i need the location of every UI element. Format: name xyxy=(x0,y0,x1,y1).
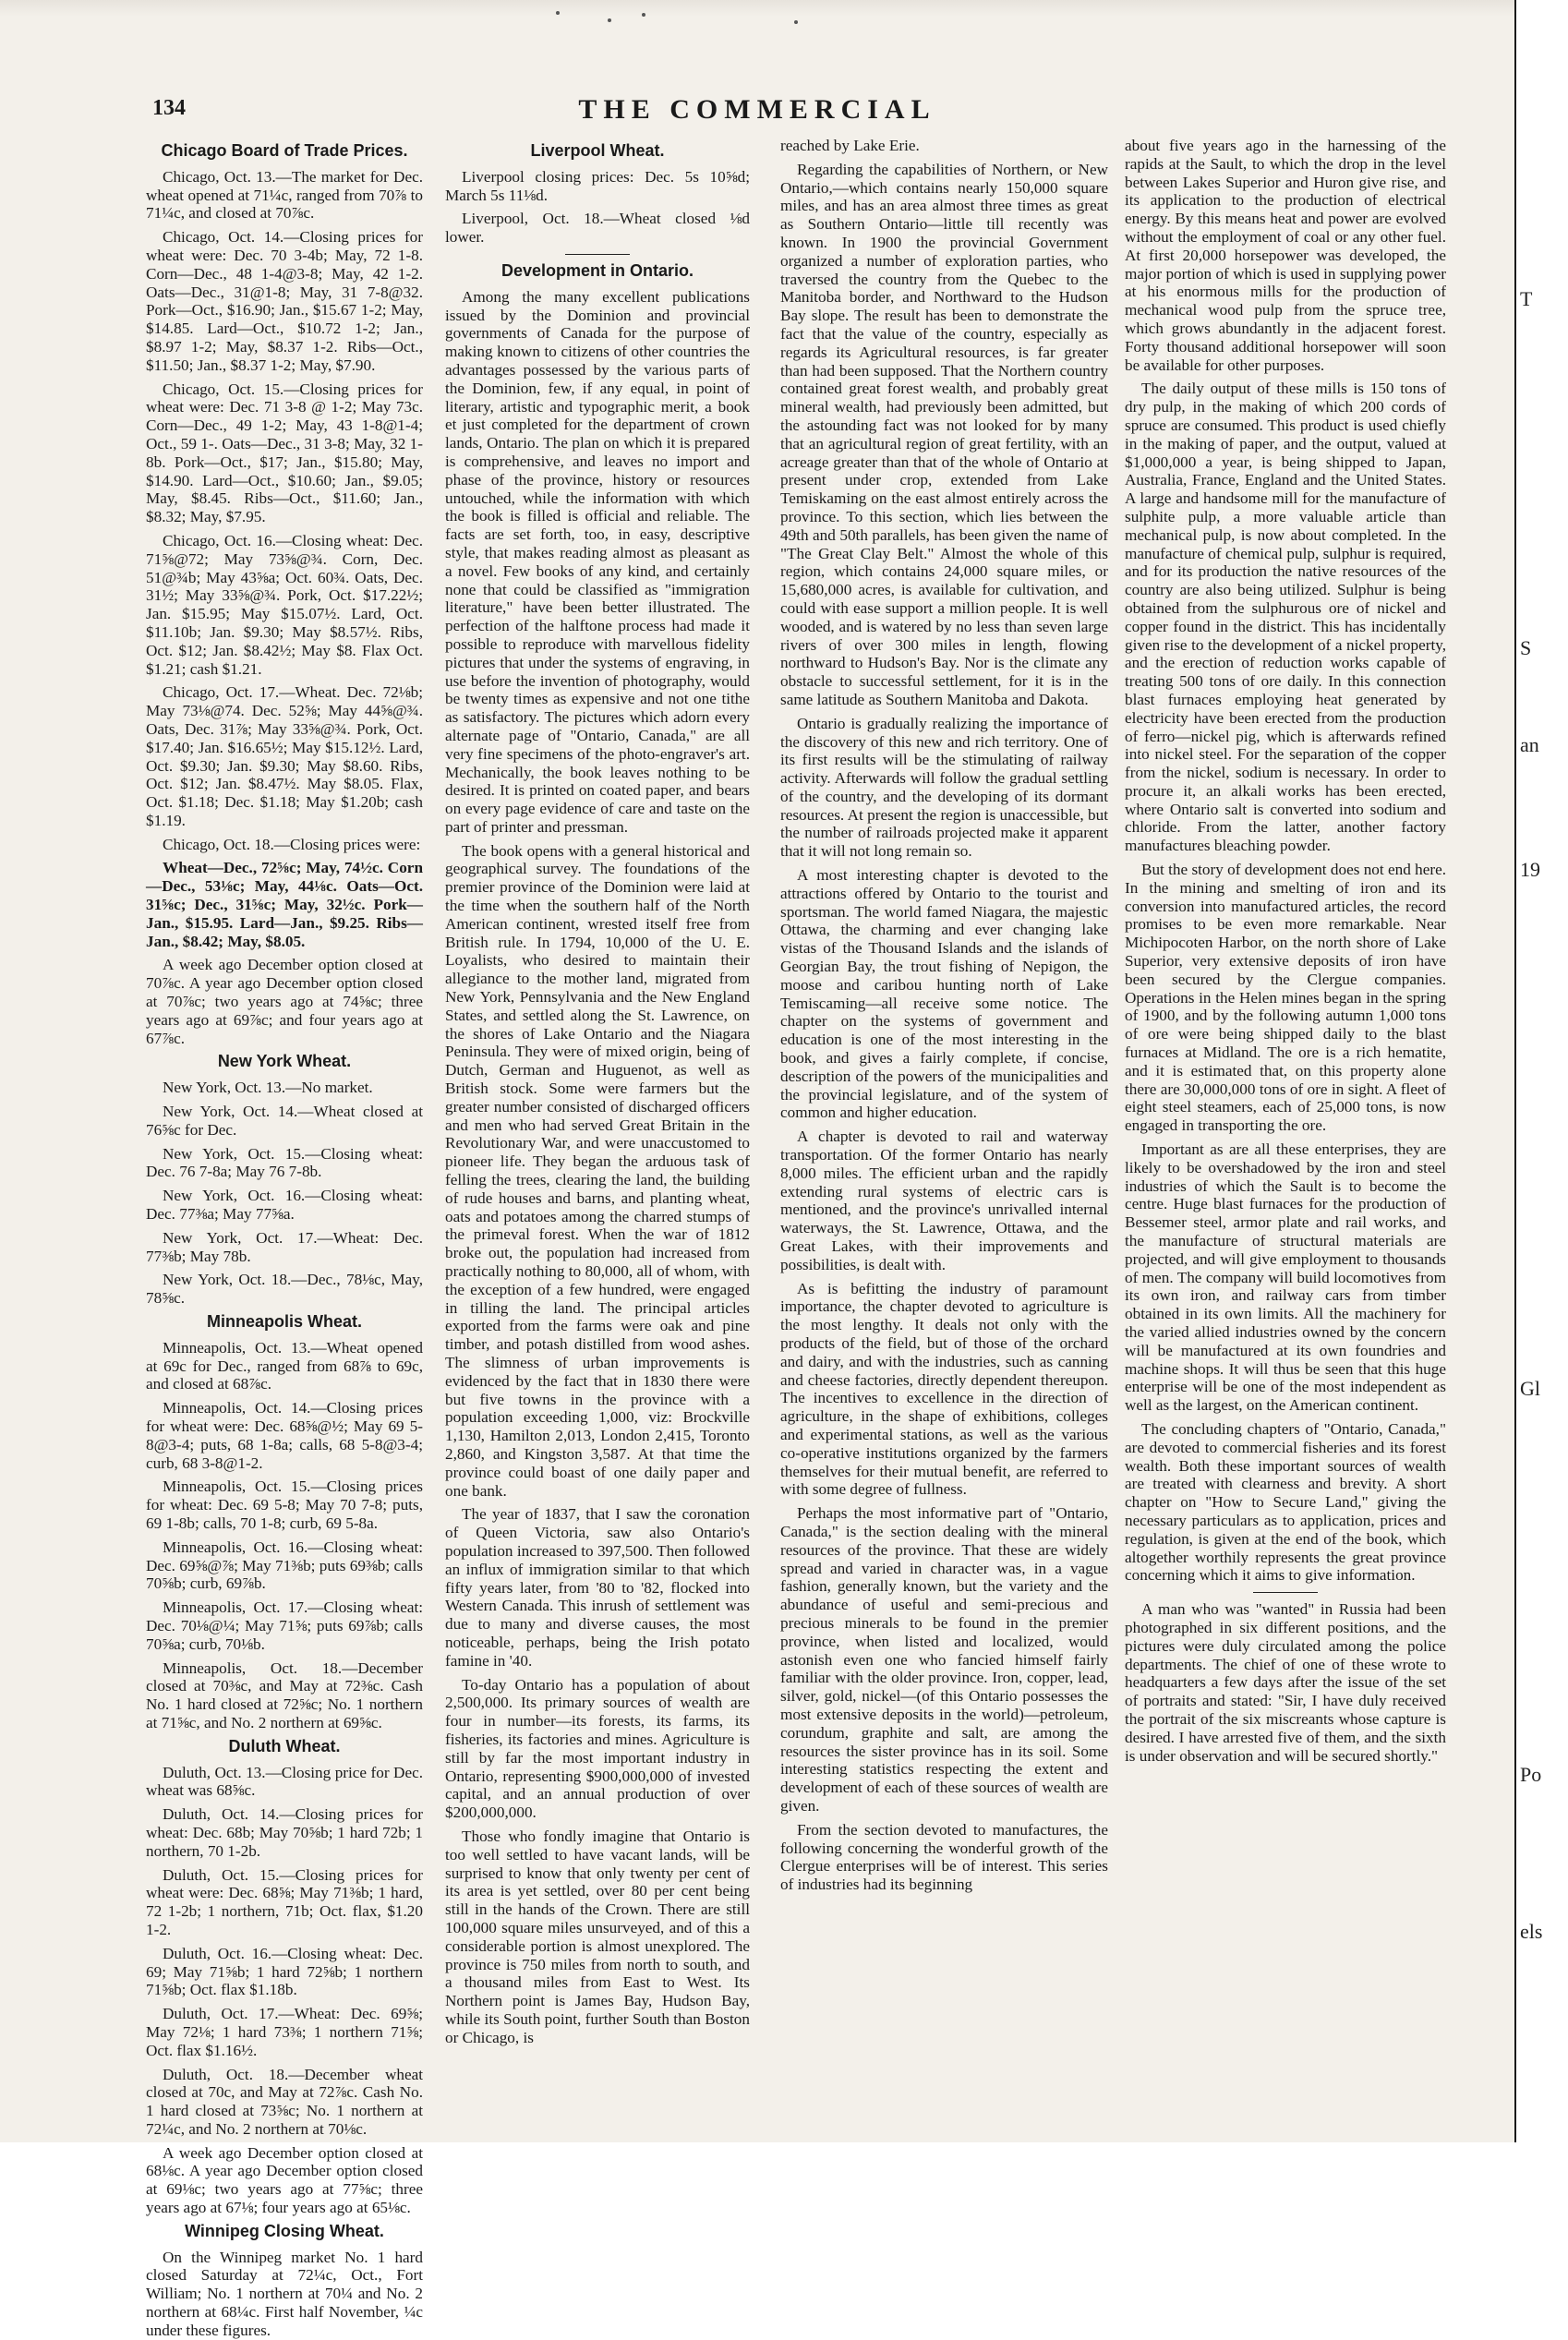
chicago-closing-list: Wheat—Dec., 72⅝c; May, 74½c. Corn—Dec., 53⅛c; May, 44⅛c. Oats—Oct. 31⅝c; Dec., 31⅝c; May, 32½c. Pork—Jan., $15.95. Lard—Jan., $9.25. Ribs—Jan., $8.42; May, $8.05. xyxy=(146,859,423,950)
duluth-oct13: Duluth, Oct. 13.—Closing price for Dec. wheat was 68⅝c. xyxy=(146,1763,423,1800)
column-1 xyxy=(146,137,423,2339)
print-speck xyxy=(556,11,560,15)
edge-fragment: els xyxy=(1520,1920,1543,1943)
chicago-oct16: Chicago, Oct. 16.—Closing wheat: Dec. 71⅝@72; May 73⅝@¾. Corn, Dec. 51@¾b; May 43⅝a; Oct. 60¾. Oats, Dec. 31½; May 33⅝@¾. Pork, Oct. $17.22½; Jan. $15.95; May $15.07½. Lard, Oct. $11.10b; Jan. $9.30; May $8.57½. Ribs, Oct. $12; Jan. $8.42½; May $8. Flax Oct. $1.21; cash $1.21. xyxy=(146,531,423,678)
chicago-heading: Chicago Board of Trade Prices. xyxy=(161,141,408,160)
winnipeg-heading: Winnipeg Closing Wheat. xyxy=(185,2221,384,2240)
newyork-heading: New York Wheat. xyxy=(217,1052,352,1071)
development-para-3: The year of 1837, that I saw the coronation of Queen Victoria, saw also Ontario's population increased to 397,500. Then followed an influx of immigration similar to that which fifty years later, from '80 to '82, flocked into Western Canada. This inrush of settlement was due to many and diverse causes, the most noticeable, perhaps, being the Irish potato famine in '40. xyxy=(445,1505,750,1670)
minneapolis-oct15: Minneapolis, Oct. 15.—Closing prices for wheat: Dec. 69 5-8; May 70 7-8; puts, 69 1-8b; calls, 70 1-8; curb, 69 5-8a. xyxy=(146,1478,423,1532)
edge-fragment: 19 xyxy=(1520,858,1540,881)
minneapolis-oct17: Minneapolis, Oct. 17.—Closing wheat: Dec. 70⅛@¼; May 71⅝; puts 69⅞b; calls 70⅝a; curb, 70⅛b. xyxy=(146,1598,423,1653)
chicago-oct15: Chicago, Oct. 15.—Closing prices for wheat were: Dec. 71 3-8 @ 1-2; May 73c. Corn—Dec., 49 1-2; May, 43 1-8@1-4; Oct., 59 1-. Oats—Dec., 31 3-8; May, 32 1-8b. Pork—Oct., $17; Jan., $15.80; May, $14.90. Lard—Oct., $10.60; Jan., $9.05; May, $8.45. Ribs—Oct., $11.60; Jan., $8.32; May, $7.95. xyxy=(146,380,423,526)
column-4 xyxy=(1125,137,1446,2085)
duluth-oct16: Duluth, Oct. 16.—Closing wheat: Dec. 69; May 71⅝b; 1 hard 72⅝b; 1 northern 71⅝b; Oct. flax $1.18b. xyxy=(146,1944,423,1999)
newyork-oct15: New York, Oct. 15.—Closing wheat: Dec. 76 7-8a; May 76 7-8b. xyxy=(146,1144,423,1181)
col3-para-5: A chapter is devoted to rail and waterway transportation. Of the former Ontario has nearly 8,000 miles. The efficient urban and the rapidly extending rural systems of electric cars is mentioned, and the province's unrivalled internal waterways, the St. Lawrence, Ottawa, and the Great Lakes, with their improvements and possibilities, is dealt with. xyxy=(780,1128,1108,1273)
masthead-title: THE COMMERCIAL xyxy=(578,94,936,125)
minneapolis-oct13: Minneapolis, Oct. 13.—Wheat opened at 69c for Dec., ranged from 68⅞ to 69c, and closed at 68⅞c. xyxy=(146,1338,423,1393)
col4-para-1: about five years ago in the harnessing of the rapids at the Sault, to which the drop in the level between Lakes Superior and Huron give rise, and its application to the production of electrical energy. By this means heat and power are evolved without the employment of coal or any other fuel. At first 20,000 horsepower was developed, the major portion of which is used in supplying power at his enormous mills for the production of mechanical wood pulp from the spruce tree, which grows abundantly in the adjacent forest. Forty thousand additional horsepower will soon be available for other purposes. xyxy=(1125,137,1446,374)
column-2 xyxy=(445,137,750,2085)
duluth-oct14: Duluth, Oct. 14.—Closing prices for wheat: Dec. 68b; May 70⅝b; 1 hard 72b; 1 northern, 70 1-2b. xyxy=(146,1805,423,1860)
col4-para-2: The daily output of these mills is 150 tons of dry pulp, in the making of which 200 cords of spruce are consumed. This product is used chiefly in the making of paper, and the output, valued at $1,000,000 a year, is being shipped to Japan, Australia, France, England and the United States. A large and handsome mill for the manufacture of sulphite pulp, a more valuable article than mechanical pulp, is now about completed. In the manufacture of chemical pulp, sulphur is required, and for its production the native resources of the country are also being utilized. Sulphur is being obtained from the sulphurous ore of nickel and copper found in the district. This has incidentally given rise to the development of a nickel property, and the erection of reduction works capable of treating 500 tons of ore daily. In this connection blast furnaces employing heat generated by electricity have been erected from the production of ferro—nickel pig, which is afterwards refined into nickel steel. For the separation of the copper from the nickel, sodium is necessary. In order to procure it, an alkali works has been erected, where Ontario salt is converted into sodium and chloride. From the latter, another factory manufactures bleaching powder. xyxy=(1125,380,1446,855)
col3-para-1: reached by Lake Erie. xyxy=(780,137,920,154)
page-number: 134 xyxy=(152,96,186,120)
col3-para-3: Ontario is gradually realizing the importance of the discovery of this new and rich territory. One of its first results will be the stimulating of railway activity. Afterwards will follow the gradual settling of the country, and the developing of its dormant resources. At present the region is unaccessible, but the number of railroads projected make it apparent that it will not long remain so. xyxy=(780,714,1108,861)
duluth-oct15: Duluth, Oct. 15.—Closing prices for wheat were: Dec. 68⅝; May 71⅜b; 1 hard, 72 1-2b; 1 northern, 71b; Oct. flax, $1.20 1-2. xyxy=(146,1865,423,1938)
edge-fragment: S xyxy=(1520,636,1532,659)
divider-rule xyxy=(1253,1592,1318,1593)
development-para-1: Among the many excellent publications issued by the Dominion and provincial governments of Canada for the purpose of making known to citizens of other countries the advantages possessed by the various parts of the Dominion, few, if any equal, in point of literary, artistic and typographic merit, a book et just completed for the department of crown lands, Ontario. The plan on which it is prepared is comprehensive, and leaves no import and phase of the province, history or resources untouched, while the information with which the book is filled is official and reliable. The facts are set forth, too, in easy, descriptive style, that makes reading almost as pleasant as a novel. Few books of any kind, and certainly none that could be classified as "immigration literature," have been better illustrated. The perfection of the halftone process had made it possible to reproduce with marvellous fidelity pictures that under the systems of engraving, in use before the invention of photography, would be twenty times as expensive and not one tithe as satisfactory. The pictures which adorn every alternate page of "Ontario, Canada," are all very fine specimens of the photo-engraver's art. Mechanically, the book leaves nothing to be desired. It is printed on coated paper, and bears on every page evidence of care and taste on the part of printer and pressman. xyxy=(445,287,750,836)
col4-para-6: A man who was "wanted" in Russia had been photographed in six different positions, and the pictures were duly circulated among the police departments. The chief of one of these wrote to headquarters a few days after the issue of the set of portraits and stated: "Sir, I have duly received the portrait of the six miscreants whose capture is desired. I have arrested five of them, and the sixth is under observation and will be secured shortly." xyxy=(1125,1600,1446,1765)
newyork-oct14: New York, Oct. 14.—Wheat closed at 76⅝c for Dec. xyxy=(146,1103,423,1139)
liverpool-prices: Liverpool closing prices: Dec. 5s 10⅝d; March 5s 11⅛d. xyxy=(445,167,750,204)
development-para-2: The book opens with a general historical and geographical survey. The foundations of the premier province of the Dominion were laid at the time when the southern half of the North American continent, wrested itself free from British rule. In 1794, 10,000 of the U. E. Loyalists, who desired to maintain their allegiance to the mother land, migrated from New York, Pennsylvania and the New England States, and settled along the St. Lawrence, on the shores of Lake Ontario and the Niagara Peninsula. They were of mixed origin, being of Dutch, German and Huguenot, as well as British stock. Some were farmers but the greater number consisted of discharged officers and men who had served Great Britain in the Revolutionary War, and were unaccustomed to pioneer life. They began the arduous task of felling the trees, clearing the land, the building of rude houses and barns, and planting wheat, oats and potatoes among the charred stumps of the primeval forest. When the war of 1812 broke out, the population had increased from practically nothing to 80,000, all of whom, with the exception of a few hundred, were engaged in tilling the land. The principal articles exported from the farms were oak and pine timber, and potash distilled from wood ashes. The slimness of urban improvements is evidenced by the fact that in 1830 there were but five towns in the province with a population exceeding 1,000, viz: Brockville 1,130, Hamilton 2,013, London 2,415, Toronto 2,860, and Kingston 3,587. At that time the province could boast of one daily paper and one bank. xyxy=(445,841,750,1500)
newyork-oct16: New York, Oct. 16.—Closing wheat: Dec. 77⅜a; May 77⅝a. xyxy=(146,1187,423,1224)
duluth-heading: Duluth Wheat. xyxy=(228,1736,341,1755)
col3-para-6: As is befitting the industry of paramount importance, the chapter devoted to agriculture is the most lengthy. It deals not only with the products of the field, but of those of the orchard and dairy, and with the industries, such as canning and cheese factories, directly dependent thereupon. The incentives to excellence in the direction of agriculture, in the shape of exhibitions, colleges and experimental stations, as well as the various co-operative institutions organized by the farmers themselves for their mutual benefit, are referred to with some degree of fullness. xyxy=(780,1279,1108,1499)
chicago-oct17: Chicago, Oct. 17.—Wheat. Dec. 72⅛b; May 73⅛@74. Dec. 52⅝; May 44⅝@¾. Oats, Dec. 31⅞; May 33⅝@¾. Pork, Oct. $17.40; Jan. $16.65½; May $15.12½. Lard, Oct. $9.30; Jan. $9.30; May $8.60. Ribs, Oct. $12; Jan. $8.47½. May $8.05. Flax, Oct. $1.18; Dec. $1.18; May $1.20b; cash $1.19. xyxy=(146,683,423,829)
edge-fragment: an xyxy=(1520,733,1539,756)
print-speck xyxy=(608,18,611,22)
duluth-oct17: Duluth, Oct. 17.—Wheat: Dec. 69⅝; May 72⅛; 1 hard 73⅜; 1 northern 71⅝; Oct. flax $1.16½. xyxy=(146,2005,423,2059)
col4-para-4: Important as are all these enterprises, they are likely to be overshadowed by the iron and steel industries of which the Sault is to become the centre. Huge blast furnaces for the production of Bessemer steel, armor plate and rail works, and the manufacture of structural materials are projected, and will give employment to thousands of men. The company will build locomotives from its own iron, and railway cars from timber obtained in its own limits. All the machinery for the varied allied industries owned by the concern will be manufactured at its own foundries and machine shops. It will thus be seen that this huge enterprise will be one of the most independent as well as the largest, on the American continent. xyxy=(1125,1140,1446,1415)
development-para-5: Those who fondly imagine that Ontario is too well settled to have vacant lands, will be surprised to know that only twenty per cent of its area is yet settled, over 80 per cent being still in the hands of the Crown. There are still 100,000 square miles unsurveyed, and of this a considerable portion is almost unexplored. The province is 750 miles from north to south, and a thousand miles from East to West. Its Northern point is James Bay, Hudson Bay, while its South point, further South than Boston or Chicago, is xyxy=(445,1827,750,2046)
development-heading: Development in Ontario. xyxy=(501,260,694,280)
print-speck xyxy=(642,13,645,17)
liverpool-heading: Liverpool Wheat. xyxy=(530,141,665,160)
minneapolis-oct16: Minneapolis, Oct. 16.—Closing wheat: Dec. 69⅝@⅞; May 71⅜b; puts 69⅜b; calls 70⅝b; curb, 69⅞b. xyxy=(146,1538,423,1593)
column-3 xyxy=(780,137,1108,2085)
adjacent-page-edge xyxy=(1514,0,1568,2142)
edge-fragment: Po xyxy=(1520,1763,1542,1786)
chicago-oct13: Chicago, Oct. 13.—The market for Dec. wheat opened at 71¼c, ranged from 70⅞ to 71¼c, and closed at 70⅞c. xyxy=(146,167,423,223)
edge-fragment: T xyxy=(1520,287,1533,310)
chicago-oct18: Chicago, Oct. 18.—Closing prices were: xyxy=(163,835,421,853)
development-para-4: To-day Ontario has a population of about 2,500,000. Its primary sources of wealth are four in number—its forests, its farms, its fisheries, its factories and mines. Agriculture is still by far the most important industry in Ontario, representing $900,000,000 of invested capital, and an annual production of over $200,000,000. xyxy=(445,1675,750,1822)
minneapolis-oct18: Minneapolis, Oct. 18.—December closed at 70⅜c, and May at 72⅜c. Cash No. 1 hard closed at 72⅝c; No. 1 northern at 71⅝c, and No. 2 northern at 69⅝c. xyxy=(146,1659,423,1731)
col3-para-2: Regarding the capabilities of Northern, or New Ontario,—which contains nearly 150,000 square miles, and has an area almost three times as great as Southern Ontario—little till recently was known. In 1900 the provincial Government organized a number of exploration parties, who traversed the country from the Quebec to the Manitoba border, and Northward to the Hudson Bay slope. The result has been to demonstrate the fact that the value of the country, especially as regards its Agricultural resources, is far greater than had been supposed. That the Northern country contained great forest wealth, and probably great mineral wealth, had previously been admitted, but the astounding fact was not looked for by many that an agricultural region of great fertility, with an acreage greater than that of the whole of Ontario at present under crop, extended from Lake Temiskaming on the east almost entirely across the province. To this section, which lies between the 49th and 50th parallels, has been given the name of "The Great Clay Belt." Almost the whole of this region, which contains 24,000 square miles, or 15,680,000 acres, is available for cultivation, and could with ease support a million people. It is well wooded, and is watered by no less than seven large rivers of over 300 miles in length, flowing northward to Hudson's Bay. Nor is the climate any obstacle to successful settlement, for it is in the same latitude as Southern Manitoba and Dakota. xyxy=(780,160,1108,708)
chicago-oct14: Chicago, Oct. 14.—Closing prices for wheat were: Dec. 70 3-4b; May, 72 1-8. Corn—Dec., 48 1-4@3-8; May, 42 1-2. Oats—Dec., 31@1-8; May, 31 7-8@32. Pork—Oct., $16.90; Jan., $15.67 1-2; May, $14.85. Lard—Oct., $10.72 1-2; Jan., $8.97 1-2; May, $8.37 1-2. Ribs—Oct., $11.50; Jan., $8.37 1-2; May, $7.90. xyxy=(146,228,423,374)
minneapolis-heading: Minneapolis Wheat. xyxy=(206,1312,362,1332)
print-speck xyxy=(794,20,798,24)
duluth-week-ago: A week ago December option closed at 68⅛c. A year ago December option closed at 69⅛c; two years ago at 77⅝c; three years ago at 67⅛; four years ago at 65⅛c. xyxy=(146,2143,423,2217)
col4-para-3: But the story of development does not end here. In the mining and smelting of iron and its conversion into manufactured articles, the record promises to be even more remarkable. Near Michipocoten Harbor, on the north shore of Lake Superior, very extensive deposits of iron have been secured by the Clergue companies. Operations in the Helen mines began in the spring of 1900, and by the following autumn 1,000 tons of ore were being shipped daily to the blast furnaces at Midland. The ore is a rich hematite, and it is estimated that, on this property alone there are 30,000,000 tons of ore in sight. A fleet of eight steel steamers, each of 25,000 tons, is now engaged in transporting the ore. xyxy=(1125,861,1446,1135)
divider-rule xyxy=(565,254,630,255)
newyork-oct13: New York, Oct. 13.—No market. xyxy=(163,1079,373,1097)
page-top-edge xyxy=(0,0,1514,17)
col3-para-4: A most interesting chapter is devoted to the attractions offered by Ontario to the tourist and sportsman. The world famed Niagara, the majestic Ottawa, the charming and ever changing lake vistas of the Thousand Islands and the islands of Georgian Bay, the trout fishing of Nepigon, the moose and caribou hunting north of Lake Temiscaming—all receive some notice. The chapter on the systems of government and education is one of the most interesting in the book, and gives a fairly complete, if concise, description of the powers of the municipalities and the provincial legislature, and of the system of common and higher education. xyxy=(780,866,1108,1122)
chicago-week-ago: A week ago December option closed at 70⅞c. A year ago December option closed at 70⅞c; two years ago at 74⅝c; three years ago at 69⅞c; and four years ago at 67⅞c. xyxy=(146,956,423,1047)
liverpool-oct18: Liverpool, Oct. 18.—Wheat closed ⅛d lower. xyxy=(445,210,750,247)
duluth-oct18: Duluth, Oct. 18.—December wheat closed at 70c, and May at 72⅞c. Cash No. 1 hard closed at 73⅝c; No. 1 northern at 72¼c, and No. 2 northern at 70⅛c. xyxy=(146,2065,423,2138)
col4-para-5: The concluding chapters of "Ontario, Canada," are devoted to commercial fisheries and its forest wealth. Both these important sources of wealth are treated with clearness and brevity. A short chapter on "How to Secure Land," giving the necessary particulars as to application, prices and regulation, is given at the end of the book, which altogether worthily represents the great province concerning which it aims to give information. xyxy=(1125,1419,1446,1585)
col3-para-7: Perhaps the most informative part of "Ontario, Canada," is the section dealing with the mineral resources of the province. That these are widely spread and varied in character was, in a vague fashion, generally known, but the variety and the abundance of useful and semi-precious and precious minerals to be found in the premier province, when listed and localized, would astonish even one who fancied himself fairly familiar with the older province. Iron, copper, lead, silver, gold, nickel—(of this Ontario possesses the most extensive deposits in the world)—petroleum, corundum, graphite and salt, are among the resources the sister province has in its soil. Some interesting statistics respecting the extent and development of each of these sources of wealth are given. xyxy=(780,1504,1108,1815)
newyork-oct18: New York, Oct. 18.—Dec., 78⅛c, May, 78⅝c. xyxy=(146,1271,423,1308)
minneapolis-oct14: Minneapolis, Oct. 14.—Closing prices for wheat were: Dec. 68⅝@½; May 69 5-8@3-4; puts, 68 1-8a; calls, 68 5-8@3-4; curb, 68 3-8@1-2. xyxy=(146,1399,423,1472)
newyork-oct17: New York, Oct. 17.—Wheat: Dec. 77⅜b; May 78b. xyxy=(146,1228,423,1265)
col3-para-8: From the section devoted to manufactures, the following concerning the wonderful growth of the Clergue enterprises will be of interest. This series of industries had its beginning xyxy=(780,1820,1108,1894)
edge-fragment: Gl xyxy=(1520,1377,1540,1400)
winnipeg-text: On the Winnipeg market No. 1 hard closed Saturday at 72¼c, Oct., Fort William; No. 1 northern at 70¼ and No. 2 northern at 68¼c. First half November, ¼c under these figures. xyxy=(146,2248,423,2339)
